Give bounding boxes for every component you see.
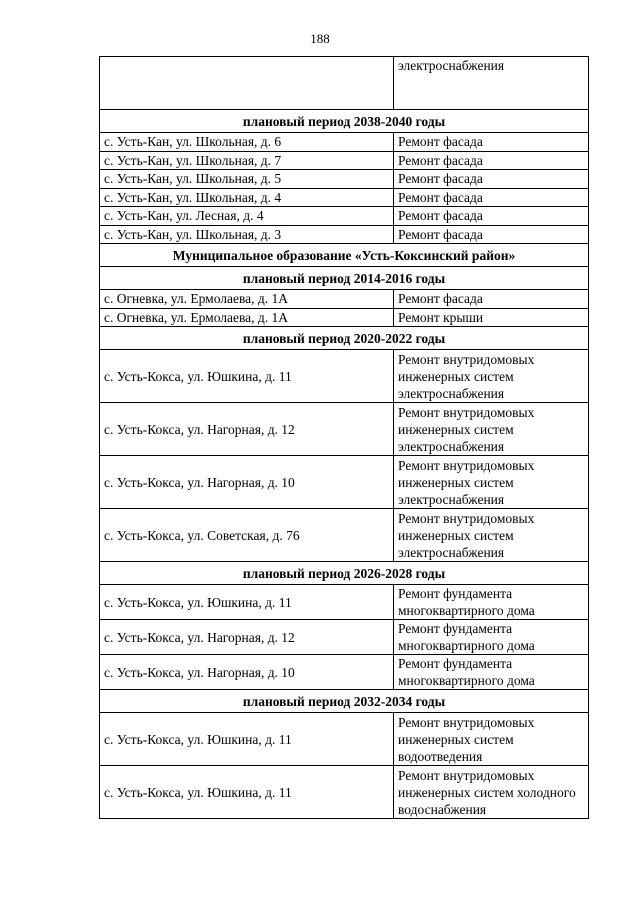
work-cell: Ремонт фасада <box>394 290 589 309</box>
table-row <box>100 403 589 456</box>
address-cell: с. Усть-Кокса, ул. Юшкина, д. 11 <box>100 766 394 819</box>
address-cell: с. Усть-Кокса, ул. Нагорная, д. 12 <box>100 620 394 655</box>
address-cell: с. Усть-Кокса, ул. Юшкина, д. 11 <box>100 350 394 403</box>
address-cell: с. Усть-Кан, ул. Школьная, д. 7 <box>100 151 394 170</box>
work-cell: Ремонт внутридомовых инженерных систем водоотведения <box>394 713 589 766</box>
work-cell: Ремонт фасада <box>394 151 589 170</box>
table-row <box>100 308 589 327</box>
work-cell: Ремонт внутридомовых инженерных систем холодного водоснабжения <box>394 766 589 819</box>
table-row <box>100 456 589 509</box>
work-cell: Ремонт внутридомовых инженерных систем электроснабжения <box>394 403 589 456</box>
repair-works-table <box>99 56 589 819</box>
work-cell: Ремонт фасада <box>394 207 589 226</box>
address-cell: с. Усть-Кокса, ул. Нагорная, д. 10 <box>100 655 394 690</box>
work-cell: Ремонт внутридомовых инженерных систем электроснабжения <box>394 509 589 562</box>
work-cell: Ремонт фасада <box>394 133 589 152</box>
period-header-row <box>100 562 589 585</box>
address-cell: с. Усть-Кокса, ул. Нагорная, д. 12 <box>100 403 394 456</box>
period-header-row <box>100 690 589 713</box>
period-header: плановый период 2038-2040 годы <box>100 110 589 133</box>
address-cell: с. Усть-Кокса, ул. Юшкина, д. 11 <box>100 713 394 766</box>
table-row <box>100 713 589 766</box>
address-cell: с. Усть-Кокса, ул. Нагорная, д. 10 <box>100 456 394 509</box>
address-cell: с. Усть-Кан, ул. Школьная, д. 5 <box>100 170 394 189</box>
table-row <box>100 225 589 244</box>
address-cell: с. Огневка, ул. Ермолаева, д. 1А <box>100 308 394 327</box>
work-cell: Ремонт крыши <box>394 308 589 327</box>
table-row <box>100 151 589 170</box>
period-header-row <box>100 327 589 350</box>
work-cell: Ремонт фасада <box>394 188 589 207</box>
work-cell: Ремонт внутридомовых инженерных систем электроснабжения <box>394 456 589 509</box>
table-row <box>100 585 589 620</box>
work-cell: Ремонт внутридомовых инженерных систем электроснабжения <box>394 350 589 403</box>
address-cell: с. Усть-Кан, ул. Школьная, д. 6 <box>100 133 394 152</box>
address-cell: с. Усть-Кан, ул. Школьная, д. 4 <box>100 188 394 207</box>
work-cell: Ремонт фасада <box>394 170 589 189</box>
work-cell: Ремонт фундамента многоквартирного дома <box>394 655 589 690</box>
table-row <box>100 766 589 819</box>
work-cell: Ремонт фундамента многоквартирного дома <box>394 585 589 620</box>
table-row <box>100 188 589 207</box>
municipality-header: Муниципальное образование «Усть-Коксинский район» <box>100 244 589 267</box>
period-header: плановый период 2032-2034 годы <box>100 690 589 713</box>
period-header-row <box>100 267 589 290</box>
table-row <box>100 509 589 562</box>
table-row <box>100 170 589 189</box>
address-cell: с. Усть-Кокса, ул. Советская, д. 76 <box>100 509 394 562</box>
work-cell: электроснабжения <box>394 57 589 110</box>
municipality-header-row <box>100 244 589 267</box>
work-cell: Ремонт фундамента многоквартирного дома <box>394 620 589 655</box>
address-cell: с. Усть-Кокса, ул. Юшкина, д. 11 <box>100 585 394 620</box>
table-row <box>100 290 589 309</box>
address-cell <box>100 57 394 110</box>
table-row <box>100 207 589 226</box>
period-header: плановый период 2020-2022 годы <box>100 327 589 350</box>
table-row <box>100 57 589 110</box>
table-row <box>100 655 589 690</box>
address-cell: с. Усть-Кан, ул. Школьная, д. 3 <box>100 225 394 244</box>
period-header-row <box>100 110 589 133</box>
period-header: плановый период 2026-2028 годы <box>100 562 589 585</box>
page-number: 188 <box>310 31 330 46</box>
address-cell: с. Огневка, ул. Ермолаева, д. 1А <box>100 290 394 309</box>
address-cell: с. Усть-Кан, ул. Лесная, д. 4 <box>100 207 394 226</box>
table-row <box>100 133 589 152</box>
table-row <box>100 350 589 403</box>
table-row <box>100 620 589 655</box>
period-header: плановый период 2014-2016 годы <box>100 267 589 290</box>
work-cell: Ремонт фасада <box>394 225 589 244</box>
table-body <box>100 57 589 819</box>
